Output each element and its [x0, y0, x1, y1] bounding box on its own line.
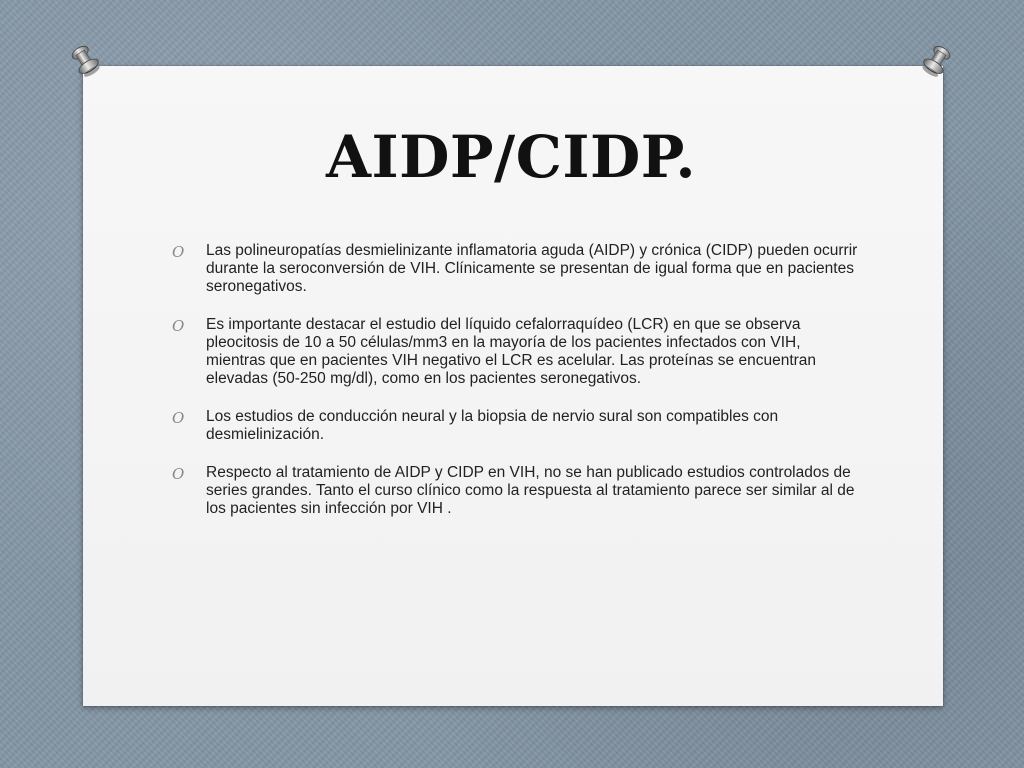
bullet-item	[172, 316, 862, 388]
slide-title: AIDP/CIDP.	[325, 123, 697, 191]
bullet-text: Respecto al tratamiento de AIDP y CIDP en VIH, no se han publicado estudios controlados de series grandes. Tanto el curso clínico como la respuesta al tratamiento parece ser similar al de los pacientes sin infección por VIH .	[206, 464, 855, 517]
bullet-text: Las polineuropatías desmielinizante inflamatoria aguda (AIDP) y crónica (CIDP) pueden ocurrir durante la seroconversión de VIH. Clínicamente se presentan de igual forma que en pacientes seronegativos.	[206, 242, 858, 295]
bullet-text: Los estudios de conducción neural y la biopsia de nervio sural son compatibles con desmielinización.	[206, 408, 779, 443]
bullet-list	[172, 242, 862, 538]
bullet-item	[172, 242, 862, 296]
bullet-item	[172, 408, 862, 444]
bullet-item	[172, 464, 862, 518]
bullet-marker: O	[172, 465, 185, 483]
bullet-marker: O	[172, 317, 185, 335]
bullet-marker: O	[172, 243, 185, 261]
bullet-marker: O	[172, 409, 185, 427]
bullet-text: Es importante destacar el estudio del líquido cefalorraquídeo (LCR) en que se observa pleocitosis de 10 a 50 células/mm3 en la mayoría de los pacientes infectados con VIH, mientras que en pacientes VIH negativo el LCR es acelular. Las proteínas se encuentran elevadas (50-250 mg/dl), como en los pacientes seronegativos.	[206, 316, 817, 387]
